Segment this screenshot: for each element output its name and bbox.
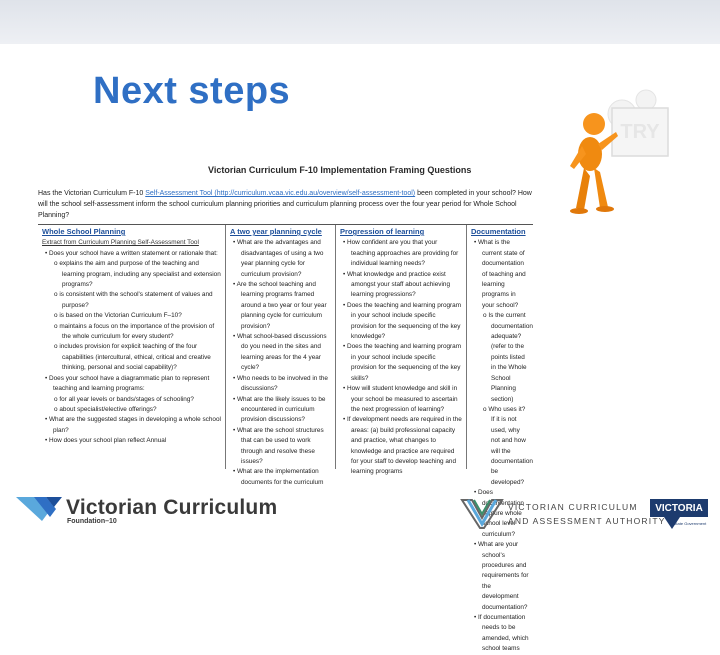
column-two-year-planning-cycle bbox=[225, 225, 335, 486]
question-item: • What knowledge and practice exist amongst your staff about achieving learning progressions? bbox=[343, 270, 450, 299]
document-title: Victorian Curriculum F-10 Implementation Framing Questions bbox=[208, 165, 472, 175]
question-item: o Who uses it? If it is not used, why not and how will the documentation be developed? bbox=[483, 405, 533, 486]
header-band bbox=[0, 0, 720, 44]
intro-text: Has the Victorian Curriculum F-10 bbox=[38, 190, 146, 197]
column-whole-school-planning bbox=[38, 225, 225, 469]
question-item: o is based on the Victorian Curriculum F–10? bbox=[54, 312, 182, 320]
vcaa-logo-icon bbox=[462, 496, 504, 530]
vcaa-name bbox=[508, 500, 666, 528]
question-item: o includes provision for explicit teaching of the four capabilities (intercultural, ethical, critical and creative thinking, personal and social capability)? bbox=[54, 343, 211, 372]
column-documentation bbox=[466, 225, 533, 653]
svg-text:State Government: State Government bbox=[673, 521, 707, 526]
question-item: • What school-based discussions do you need in the sites and learning areas for the 4 year cycle? bbox=[233, 333, 327, 372]
person-with-gears-icon bbox=[560, 80, 710, 230]
question-item: • What is the current state of documentation of teaching and learning programs in your school? bbox=[474, 239, 526, 309]
intro-text-continued: been completed in your school? How will the school self-assessment inform the school curriculum planning priorities and curriculum planning process over the four year period for Whole School Planning? bbox=[38, 190, 532, 219]
question-item: • Does documentation capture whole school level curriculum? bbox=[474, 489, 524, 538]
svg-text:VICTORIA: VICTORIA bbox=[655, 503, 703, 514]
column-progression-of-learning bbox=[335, 225, 466, 476]
question-item: • What are the advantages and disadvantages of using a two year planning cycle for curriculum provision? bbox=[233, 239, 324, 278]
vcaa-line-1: VICTORIAN CURRICULUM bbox=[508, 502, 638, 512]
question-item: • How will student knowledge and skill in your school be measured to ascertain the next progression of learning? bbox=[343, 385, 458, 413]
brand-name: Victorian Curriculum bbox=[66, 496, 278, 519]
column-heading: Whole School Planning bbox=[42, 227, 126, 236]
column-heading: Progression of learning bbox=[340, 227, 425, 236]
question-item: • What are the implementation documents for the curriculum bbox=[233, 468, 324, 486]
column-subheading: Extract from Curriculum Planning Self-Assessment Tool bbox=[42, 239, 199, 247]
victoria-state-government-logo-icon bbox=[650, 497, 708, 529]
column-heading: Documentation bbox=[471, 227, 526, 236]
question-item: o Is the current documentation adequate? (refer to the points listed in the Whole School Planning section) bbox=[483, 312, 533, 403]
question-item: • How confident are you that your teaching approaches are providing for individual learning needs? bbox=[343, 239, 459, 268]
question-item: o for all year levels or bands/stages of schooling? bbox=[54, 395, 194, 403]
question-item: • What are the suggested stages in developing a whole school plan? bbox=[45, 416, 221, 434]
question-item: o maintains a focus on the importance of the provision of the whole curriculum for every student? bbox=[54, 322, 215, 341]
document-intro bbox=[38, 188, 533, 221]
question-item: • Does your school have a written statement or rationale that: bbox=[45, 249, 218, 257]
brand-subtitle: Foundation–10 bbox=[67, 518, 117, 525]
question-item: • Does the teaching and learning program in your school include specific provision for the sequencing of the key knowledge? bbox=[343, 301, 462, 341]
question-item: • What are the school structures that can be used to work through and resolve these issues? bbox=[233, 426, 324, 465]
question-item: • If development needs are required in the areas: (a) build professional capacity and practice, what changes to knowledge and practice are required for your staff to develop teaching and learning programs bbox=[343, 416, 462, 476]
question-item: • Does your school have a diagrammatic plan to represent teaching and learning programs: bbox=[45, 374, 210, 393]
svg-text:TRY: TRY bbox=[620, 121, 660, 143]
vcaa-line-2: AND ASSESSMENT AUTHORITY bbox=[508, 516, 666, 526]
question-item: o about specialist/elective offerings? bbox=[54, 405, 157, 413]
victorian-curriculum-logo-icon bbox=[16, 497, 62, 521]
question-item: • What are your school's procedures and requirements for the development documentation? bbox=[474, 541, 529, 611]
question-item: o is consistent with the school's statement of values and purpose? bbox=[54, 291, 213, 309]
question-item: • Does the teaching and learning program in your school include specific provision for the sequencing of the key skills? bbox=[343, 343, 462, 382]
slide-title: Next steps bbox=[93, 70, 291, 112]
self-assessment-tool-link[interactable]: Self-Assessment Tool (http://curriculum.vcaa.vic.edu.au/overview/self-assessment-tool) bbox=[145, 190, 416, 197]
question-item: • If documentation needs to be amended, which school teams bbox=[474, 614, 529, 653]
question-item: • Who needs to be involved in the discussions? bbox=[233, 374, 328, 393]
question-item: • Are the school teaching and learning programs framed around a two year or four year planning cycle for curriculum provision? bbox=[233, 281, 327, 330]
question-item: • How does your school plan reflect Annual bbox=[45, 437, 167, 445]
question-item: • What are the likely issues to be encountered in curriculum provision discussions? bbox=[233, 395, 326, 424]
column-heading: A two year planning cycle bbox=[230, 227, 322, 236]
question-item: o explains the aim and purpose of the teaching and learning program, including any specialist and extension programs? bbox=[54, 260, 221, 289]
